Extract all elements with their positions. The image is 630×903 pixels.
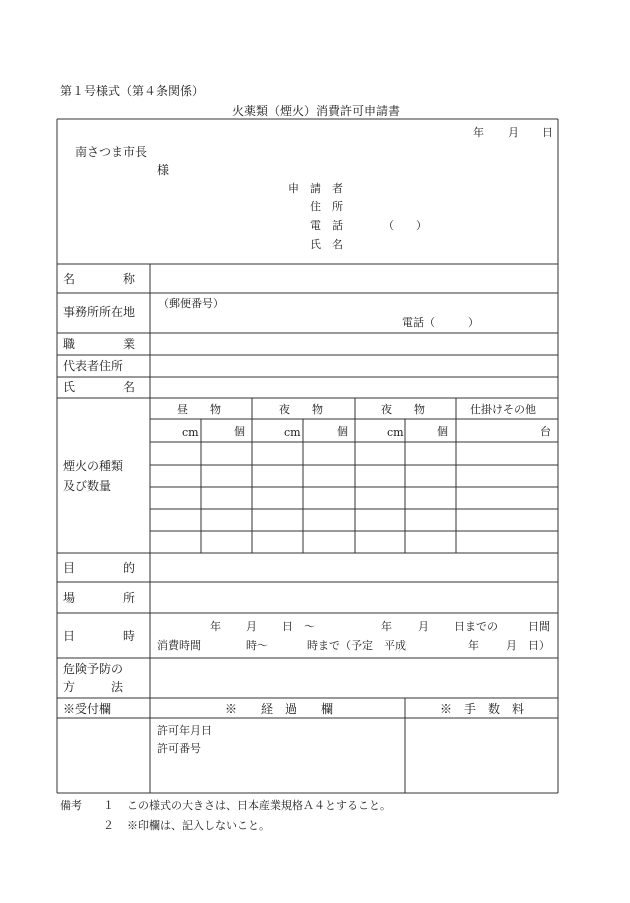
dt-sched-year: 年 <box>468 639 479 652</box>
dt-consumption-time: 消費時間 <box>157 639 201 652</box>
applicant-label: 申 請 者 <box>288 182 343 195</box>
label-office: 事務所所在地 <box>63 305 136 319</box>
dt-hour-from: 時〜 <box>246 639 268 652</box>
label-prevention-1: 危険予防の <box>63 662 124 676</box>
fee-column: ※ 手 数 料 <box>440 702 525 716</box>
label-fireworks-1: 煙火の種類 <box>63 459 124 473</box>
fw-unit-sets: 台 <box>540 425 551 438</box>
date-day-label: 日 <box>542 126 553 139</box>
dt-days: 日間 <box>528 620 550 633</box>
date-month-label: 月 <box>508 126 519 139</box>
fw-header-other: 仕掛けその他 <box>470 403 536 416</box>
label-name: 名 称 <box>63 272 136 286</box>
label-datetime: 日 時 <box>63 629 136 643</box>
label-fireworks-2: 及び数量 <box>63 479 112 493</box>
phone-parentheses: （ ） <box>383 219 427 232</box>
fw-unit-cm-1: cm <box>182 426 199 439</box>
label-purpose: 目 的 <box>63 561 136 575</box>
note-1-number: １ <box>103 799 114 812</box>
fw-unit-pieces-3: 個 <box>437 425 448 438</box>
progress-column: ※ 経 過 欄 <box>225 702 334 716</box>
dt-end-year: 年 <box>381 620 392 633</box>
note-2-text: ※印欄は、記入しないこと。 <box>127 819 270 832</box>
note-1-text: この様式の大きさは、日本産業規格Ａ４とすること。 <box>127 799 391 812</box>
dt-hour-until: 時まで（予定 平成 <box>307 639 406 652</box>
name-label: 氏 名 <box>310 238 343 251</box>
dt-start-year: 年 <box>210 620 221 633</box>
dt-sched-month: 月 <box>506 639 517 652</box>
address-label: 住 所 <box>310 200 343 213</box>
form-number: 第１号様式（第４条関係） <box>60 84 205 98</box>
form-title: 火薬類（煙火）消費許可申請書 <box>232 104 401 118</box>
dt-start-month: 月 <box>246 620 257 633</box>
postal-code-label: （郵便番号） <box>158 297 224 310</box>
reception-column: ※受付欄 <box>63 702 112 716</box>
office-phone-label: 電話（ ） <box>402 316 479 329</box>
fw-header-night-2: 夜 物 <box>381 403 425 416</box>
dt-end-month: 月 <box>418 620 429 633</box>
label-prevention-2: 方 法 <box>63 680 124 694</box>
note-2-number: ２ <box>103 819 114 832</box>
honorific: 様 <box>157 163 170 177</box>
label-place: 場 所 <box>63 591 136 605</box>
permit-date-label: 許可年月日 <box>157 724 212 737</box>
phone-label: 電 話 <box>310 219 343 232</box>
permit-number-label: 許可番号 <box>157 742 201 755</box>
label-rep-address: 代表者住所 <box>63 359 124 373</box>
fw-header-day: 昼 物 <box>177 403 221 416</box>
dt-start-day: 日 〜 <box>282 620 315 633</box>
dt-sched-day: 日） <box>528 639 550 652</box>
fw-unit-cm-2: cm <box>284 426 301 439</box>
fw-unit-pieces-1: 個 <box>234 425 245 438</box>
notes-label: 備考 <box>60 799 82 812</box>
fw-header-night-1: 夜 物 <box>279 403 323 416</box>
label-occupation: 職 業 <box>63 337 136 351</box>
date-year-label: 年 <box>473 126 484 139</box>
fw-unit-cm-3: cm <box>387 426 404 439</box>
label-rep-name: 氏 名 <box>63 380 136 394</box>
addressee: 南さつま市長 <box>75 145 148 159</box>
fw-unit-pieces-2: 個 <box>337 425 348 438</box>
dt-end-day: 日までの <box>454 620 498 633</box>
